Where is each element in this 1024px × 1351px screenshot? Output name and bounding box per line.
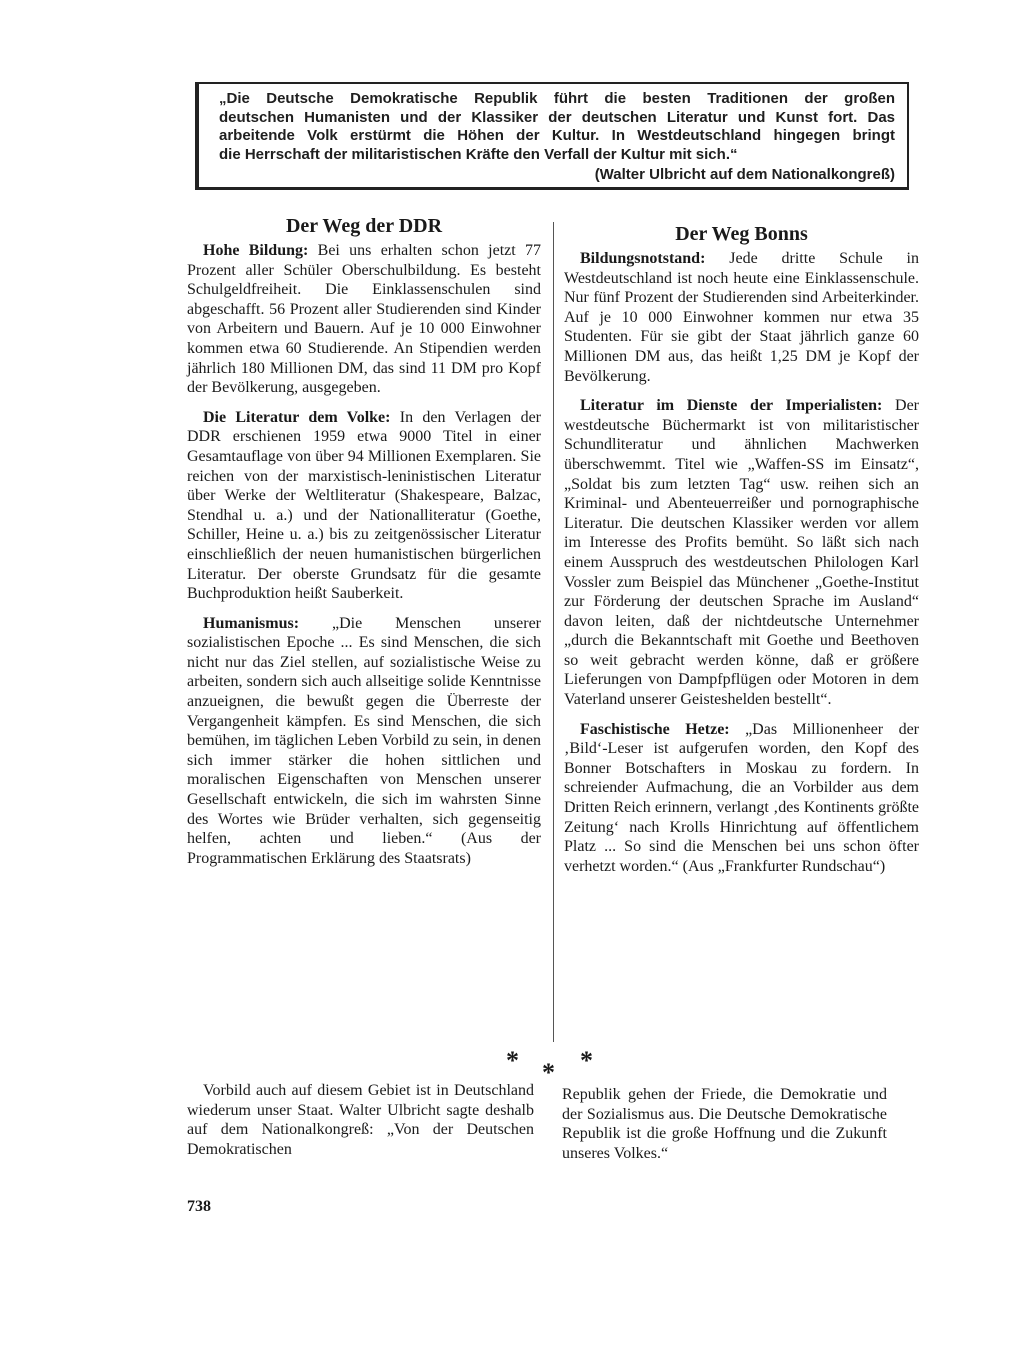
column-divider: [553, 222, 554, 1042]
left-heading: Der Weg der DDR: [285, 215, 443, 237]
page-number: 738: [187, 1198, 211, 1215]
left-section: [187, 614, 541, 869]
section-text: In den Verlagen der DDR erschienen 1959 etwa 9000 Titel in einer Gesamtauflage von über 94 Millionen Exemplaren. Sie reichen von der marxistisch-leninistischen Literatur über Werke der Weltliteratur (Shakespeare, Balzac, Stendhal u. a.) und der Nationalliteratur (Goethe, Schiller, Heine u. a.) bis zu zeitgenössischer Literatur einschließlich der neuen humanistischen bürgerlichen Literatur. Der oberste Grundsatz für die gesamte Buchproduktion heißt Sauberkeit.: [187, 408, 542, 603]
section-lead: Die Literatur dem Volke:: [203, 408, 391, 426]
right-column: [564, 222, 919, 886]
closing-paragraph: Vorbild auch auf diesem Gebiet ist in Deutschland wiederum unser Staat. Walter Ulbricht sagte deshalb auf dem Nationalkongreß: „Von der Deutschen Demokratischen: [187, 1082, 534, 1158]
section-lead: Hohe Bildung:: [203, 242, 309, 259]
section-lead: Literatur im Dienste der Imperialisten:: [580, 397, 883, 415]
closing-text-left: [187, 1081, 534, 1159]
left-section: [187, 408, 541, 604]
right-section: [564, 720, 919, 877]
left-section: [187, 241, 541, 398]
quote-box: [195, 82, 909, 190]
quote-line: arbeitende Volk erstürmt die Höhen der Kultur. In Westdeutschland hingegen bringt: [219, 127, 895, 144]
section-text: Der westdeutsche Büchermarkt ist von militaristischer Schundliteratur und ähnlichen Machwerken überschwemmt. Titel wie „Waffen-SS im Einsatz“, „Soldat bis zum letzten Tag“ usw. reihen sich an Kriminal- und Abenteuerreißer und pornographische Literatur. Die deutschen Klassiker werden vor allem im Interesse des Profits bemüht. So läßt sich nach einem Ausspruch des westdeutschen Philologen Karl Vossler zum Beispiel das Münchener „Goethe-Institut zur Förderung der deutschen Sprache im Ausland“ davon leiten, daß der nichtdeutsche Unternehmer „durch die Bekanntschaft mit Goethe und Beethoven so weit gebracht werden könne, daß er größere Lieferungen von Dampfpflügen oder Motoren in dem Vaterland unserer Geisteshelden bestellt“.: [564, 397, 919, 709]
section-text: „Das Millionenheer der ‚Bild‘-Leser ist aufgerufen worden, den Kopf des Bonner Botschafters in Moskau zu fordern. In schreiender Aufmachung, die an Vorbilder aus dem Dritten Reich erinnern, verlangt ‚des Kontinents größte Zeitung‘ nach Krolls Hinrichtung auf öffentlichem Platz ... So sind die Menschen bei uns schon öfter verhetzt worden.“ (Aus „Frankfurter Rundschau“): [564, 720, 919, 875]
section-lead: Bildungsnotstand:: [580, 250, 706, 267]
star-separator: *: [542, 1058, 555, 1087]
section-text: Jede dritte Schule in Westdeutschland ist noch heute eine Einklassenschule. Nur fünf Prozent der Studierenden sind Arbeiterkinder. Auf je 10 000 Einwohner kommen nur etwa 35 Studenten. Für sie gibt der Staat jährlich ganze 60 Millionen DM aus, das heißt 1,25 DM je Kopf der Bevölkerung.: [564, 250, 919, 385]
quote-line: „Die Deutsche Demokratische Republik führt die besten Traditionen der großen: [219, 90, 895, 107]
right-section: [564, 396, 919, 710]
section-text: „Die Menschen unserer sozialistischen Epoche ... Es sind Menschen, die sich nicht nur das Ziel stellen, auf sozialistische Weise zu arbeiten, sondern sich auch allseitige solide Kenntnisse anzueignen, die bewußt gegen die Überreste der Vergangenheit kämpfen. Es sind Menschen, die sich bemühen, im täglichen Leben Vorbild zu sein, in denen sich immer stärker die hohen sittlichen und moralischen Eigenschaften von Menschen unserer Gesellschaft entwickeln, die sich im wahrsten Sinne des Wortes wie Brüder verhalten, sich gegenseitig helfen, achten und lieben.“ (Aus der Programmatischen Erklärung des Staatsrats): [187, 614, 541, 867]
quote-source: (Walter Ulbricht auf dem Nationalkongreß): [594, 166, 895, 183]
right-section: [564, 249, 919, 386]
section-lead: Faschistische Hetze:: [580, 720, 730, 738]
left-column: [187, 214, 541, 878]
star-separator: *: [506, 1046, 519, 1075]
section-text: Bei uns erhalten schon jetzt 77 Prozent aller Schüler Oberschulbildung. Es besteht Schulgeldfreiheit. Die Einklassenschulen sind abgeschafft. 56 Prozent aller Studierenden sind Kinder von Arbeitern und Bauern. Auf je 10 000 Einwohner kommen etwa 60 Studierende. An Stipendien werden jährlich 180 Millionen DM, das sind 11 DM pro Kopf der Bevölkerung, ausgegeben.: [187, 242, 542, 397]
closing-paragraph: Republik gehen der Friede, die Demokratie und der Sozialismus aus. Die Deutsche Demokratische Republik ist die große Hoffnung und die Zukunft unseres Volkes.“: [562, 1086, 887, 1162]
star-separator: *: [580, 1046, 593, 1075]
closing-text-right: [562, 1085, 887, 1163]
quote-line: deutschen Humanisten und der Klassiker der deutschen Literatur und Kunst fort. Das: [219, 108, 895, 126]
section-lead: Humanismus:: [203, 614, 300, 632]
right-heading: Der Weg Bonns: [675, 223, 808, 245]
quote-line: die Herrschaft der militaristischen Kräfte den Verfall der Kultur mit sich.“: [219, 145, 738, 163]
